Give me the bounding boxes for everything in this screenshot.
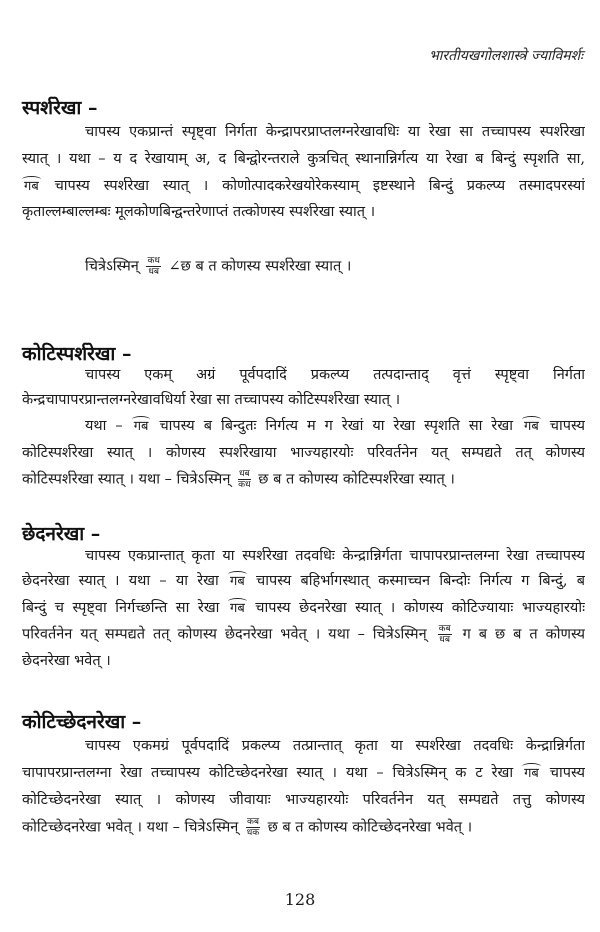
text-run: परिवर्तनेन यत् सम्पद्यते तत् कोणस्य छेदनरेखा भवेत् । यथा – चित्रेऽस्मिन् [22,626,435,643]
text-line [22,202,585,224]
text-run: कोटिस्पर्शरेखा स्यात् । कोणस्य स्पर्शरेखाया भाज्यहारयोः परिवर्तनेन यत् सम्पद्यते तत् कोणस्य [22,445,585,461]
text-run: चापस्य स्पर्शरेखा स्यात् । कोणोत्पादकरेखयोरेकस्याम् इष्टस्थाने बिन्दुं प्रकल्प्य तस्मादपरस्यां [40,178,585,194]
text-line [22,790,585,812]
text-run: यथा – [85,418,132,434]
text-run: कोटिच्छेदनरेखा स्यात् । कोणस्य जीवायाः भाज्यहारयोः परिवर्तनेन यत् सम्पद्यते तत्तु कोणस्य [22,792,585,808]
arc-notation: गब [522,764,541,784]
text-run: छेदनरेखा स्यात् । यथा – या रेखा [22,573,229,589]
fraction [246,817,260,838]
text-run: चित्रेऽस्मिन् [85,258,144,275]
text-line [22,651,585,673]
text-line [22,763,585,785]
fraction [438,624,452,645]
fraction-denominator: धक [246,828,260,838]
text-line [85,256,585,278]
fraction-numerator: कब [246,817,260,827]
section-heading: कोटिच्छेदनरेखा – [22,711,142,733]
text-run: कोटिस्पर्शरेखा स्यात् । यथा – चित्रेऽस्मिन् [22,471,235,488]
text-line [22,149,585,171]
text-line [85,736,585,758]
text-line [22,390,585,412]
text-run: स्यात् । यथा – य द रेखायाम् अ, द बिन्द्वोरन्तराले कुत्रचित् स्थानान्निर्गत्य या रेखा ब बिन्दुं स्पृशति सा, [22,151,585,167]
text-run: चापस्य बहिर्भागस्थात् कस्माच्चन बिन्दोः निर्गत्य ग बिन्दुं, ब [246,573,585,589]
fraction-denominator: कध [238,480,251,490]
text-line [22,176,585,198]
text-run: छ ब त कोणस्य कोटिच्छेदनरेखा भवेत् । [263,819,473,836]
page-number: 128 [284,890,316,909]
text-run: चापस्य एकप्रान्तं स्पृष्ट्वा निर्गता केन्द्रापरप्राप्तलग्नरेखावधिः या रेखा सा तच्चापस्य स्पर्शरेखा [85,124,585,140]
text-run: कोटिच्छेदनरेखा भवेत् । यथा – चित्रेऽस्मिन् [22,819,243,836]
fraction-numerator: कब [438,624,451,634]
section-heading: स्पर्शरेखा – [22,97,98,119]
text-run: चापस्य ब बिन्दुतः निर्गत्य म ग रेखां या रेखा स्पृशति सा रेखा [150,418,522,434]
text-run: चापापरप्रान्तलग्ना रेखा तच्चापस्य कोटिच्छेदनरेखा स्यात् । यथा – चित्रेऽस्मिन् क ट रेखा [22,765,523,781]
fraction-denominator: धब [439,635,450,645]
text-line [22,443,585,465]
text-run: चापस्य [540,765,585,781]
text-line [22,598,585,620]
running-head: भारतीयखगोलशास्त्रे ज्याविमर्शः [428,48,583,64]
text-line [22,817,585,839]
arc-notation: गब [22,177,41,197]
arc-notation: गब [228,572,247,592]
text-line [85,416,585,438]
fraction-denominator: धब [148,267,160,277]
text-line [85,546,585,568]
text-line [85,122,585,144]
text-run: छ ब त कोणस्य कोटिस्पर्शरेखा स्यात् । [253,471,455,488]
text-run: चापस्य एकप्रान्तात् कृता या स्पर्शरेखा तदवधिः केन्द्रान्निर्गता चापापरप्रान्तलग्ना रेखा तच्चापस्य [85,548,585,564]
text-line [22,571,585,593]
text-run: ∠छ ब त कोणस्य स्पर्शरेखा स्यात् । [163,258,352,275]
section-heading: छेदनरेखा – [22,523,101,545]
text-run: ग ब छ ब त कोणस्य [454,626,585,643]
text-run: चापस्य एकमग्रं पूर्वपदादिं प्रकल्प्य तत्प्रान्तात् कृता या स्पर्शरेखा तदवधिः केन्द्रान्निर्गता [85,738,585,754]
text-run: छेदनरेखा भवेत् । [22,653,111,669]
section-heading: कोटिस्पर्शरेखा – [22,343,132,365]
arc-notation: गब [522,417,541,437]
fraction [146,256,160,277]
arc-notation: गब [132,417,151,437]
fraction-numerator: कध [147,256,160,266]
text-run: बिन्दुं च स्पृष्ट्वा निर्गच्छन्ति सा रेखा [22,600,228,616]
fraction-numerator: धब [239,469,250,479]
text-line [85,365,585,387]
text-line [22,624,585,646]
text-run: केन्द्रचापापरप्रान्तलग्नरेखावधिर्या रेखा सा तच्चापस्य कोटिस्पर्शरेखा स्यात् । [22,392,401,408]
text-line [22,469,585,491]
arc-notation: गब [228,599,247,619]
text-run: चापस्य [540,418,585,434]
text-run: चापस्य छेदनरेखा स्यात् । कोणस्य कोटिज्यायाः भाज्यहारयोः [246,600,585,616]
text-run: कृताल्लम्बाल्लम्बः मूलकोणबिन्द्वन्तरेणाप्तं तत्कोणस्य स्पर्शरेखा स्यात् । [22,204,376,220]
fraction [238,469,251,490]
text-run: चापस्य एकम् अग्रं पूर्वपदादिं प्रकल्प्य तत्पदान्ताद् वृत्तं स्पृष्ट्वा निर्गता [85,367,585,383]
